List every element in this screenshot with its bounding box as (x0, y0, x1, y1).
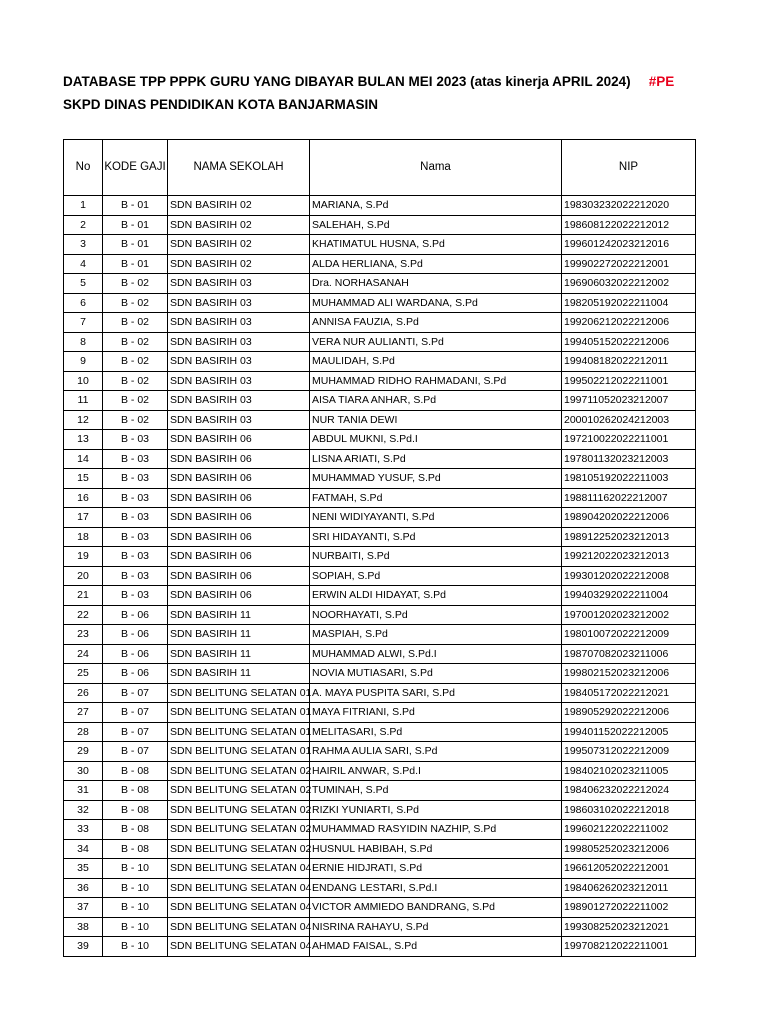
cell-nama: MAYA FITRIANI, S.Pd (310, 703, 562, 723)
cell-nama: Dra. NORHASANAH (310, 274, 562, 294)
cell-nip: 197001202023212002 (562, 605, 696, 625)
cell-kode-gaji: B - 10 (103, 937, 168, 957)
cell-nip: 199601242023212016 (562, 235, 696, 255)
cell-nama-sekolah: SDN BASIRIH 03 (168, 391, 310, 411)
cell-no: 15 (64, 469, 103, 489)
cell-nama-sekolah: SDN BELITUNG SELATAN 04 (168, 859, 310, 879)
cell-nip: 198901272022211002 (562, 898, 696, 918)
cell-nama: NOORHAYATI, S.Pd (310, 605, 562, 625)
cell-nama-sekolah: SDN BASIRIH 02 (168, 196, 310, 216)
cell-nama-sekolah: SDN BELITUNG SELATAN 04 (168, 878, 310, 898)
table-header-row (64, 140, 696, 196)
cell-no: 6 (64, 293, 103, 313)
cell-nama: RIZKI YUNIARTI, S.Pd (310, 800, 562, 820)
table-row (64, 566, 696, 586)
cell-kode-gaji: B - 07 (103, 703, 168, 723)
cell-nip: 199405152022212006 (562, 332, 696, 352)
table-row (64, 313, 696, 333)
cell-kode-gaji: B - 10 (103, 898, 168, 918)
table-row (64, 800, 696, 820)
cell-kode-gaji: B - 08 (103, 820, 168, 840)
table-row (64, 703, 696, 723)
table-row (64, 430, 696, 450)
cell-kode-gaji: B - 08 (103, 781, 168, 801)
cell-nama-sekolah: SDN BASIRIH 03 (168, 293, 310, 313)
cell-nama: KHATIMATUL HUSNA, S.Pd (310, 235, 562, 255)
cell-nama-sekolah: SDN BASIRIH 03 (168, 313, 310, 333)
cell-nip: 198406262023212011 (562, 878, 696, 898)
cell-nama-sekolah: SDN BELITUNG SELATAN 02 (168, 781, 310, 801)
table-row (64, 488, 696, 508)
cell-kode-gaji: B - 03 (103, 566, 168, 586)
cell-nama: AISA TIARA ANHAR, S.Pd (310, 391, 562, 411)
cell-nip: 199408182022212011 (562, 352, 696, 372)
cell-kode-gaji: B - 03 (103, 508, 168, 528)
cell-nama: A. MAYA PUSPITA SARI, S.Pd (310, 683, 562, 703)
header-nip: NIP (562, 140, 696, 196)
cell-nip: 198402102023211005 (562, 761, 696, 781)
cell-nama-sekolah: SDN BELITUNG SELATAN 02 (168, 820, 310, 840)
header-nama: Nama (310, 140, 562, 196)
table-row (64, 683, 696, 703)
cell-nip: 196906032022212002 (562, 274, 696, 294)
cell-no: 2 (64, 215, 103, 235)
cell-no: 21 (64, 586, 103, 606)
table-row (64, 527, 696, 547)
cell-nama: FATMAH, S.Pd (310, 488, 562, 508)
table-row (64, 254, 696, 274)
cell-nama: NOVIA MUTIASARI, S.Pd (310, 664, 562, 684)
cell-nama: SRI HIDAYANTI, S.Pd (310, 527, 562, 547)
cell-nama-sekolah: SDN BELITUNG SELATAN 01 (168, 683, 310, 703)
cell-nip: 199502212022211001 (562, 371, 696, 391)
cell-nama: ANNISA FAUZIA, S.Pd (310, 313, 562, 333)
cell-nama: HAIRIL ANWAR, S.Pd.I (310, 761, 562, 781)
cell-nama-sekolah: SDN BASIRIH 06 (168, 469, 310, 489)
table-row (64, 878, 696, 898)
cell-nip: 198105192022211003 (562, 469, 696, 489)
cell-nip: 198303232022212020 (562, 196, 696, 216)
cell-kode-gaji: B - 03 (103, 488, 168, 508)
cell-nip: 200010262024212003 (562, 410, 696, 430)
cell-nama-sekolah: SDN BASIRIH 11 (168, 625, 310, 645)
cell-kode-gaji: B - 07 (103, 742, 168, 762)
cell-nama: NUR TANIA DEWI (310, 410, 562, 430)
cell-nama: MUHAMMAD ALI WARDANA, S.Pd (310, 293, 562, 313)
cell-no: 22 (64, 605, 103, 625)
cell-nama-sekolah: SDN BASIRIH 03 (168, 332, 310, 352)
table-row (64, 586, 696, 606)
cell-nama-sekolah: SDN BASIRIH 11 (168, 605, 310, 625)
cell-kode-gaji: B - 02 (103, 293, 168, 313)
cell-nama-sekolah: SDN BASIRIH 11 (168, 644, 310, 664)
cell-no: 20 (64, 566, 103, 586)
cell-no: 24 (64, 644, 103, 664)
cell-nama-sekolah: SDN BASIRIH 06 (168, 527, 310, 547)
cell-kode-gaji: B - 06 (103, 664, 168, 684)
cell-nama-sekolah: SDN BASIRIH 06 (168, 547, 310, 567)
cell-nama-sekolah: SDN BASIRIH 03 (168, 371, 310, 391)
cell-nama: VERA NUR AULIANTI, S.Pd (310, 332, 562, 352)
cell-nip: 199902272022212001 (562, 254, 696, 274)
cell-nama-sekolah: SDN BELITUNG SELATAN 02 (168, 839, 310, 859)
cell-no: 8 (64, 332, 103, 352)
cell-nama: SALEHAH, S.Pd (310, 215, 562, 235)
table-row (64, 410, 696, 430)
cell-nip: 199308252023212021 (562, 917, 696, 937)
table-row (64, 917, 696, 937)
cell-no: 4 (64, 254, 103, 274)
cell-kode-gaji: B - 03 (103, 430, 168, 450)
cell-kode-gaji: B - 01 (103, 254, 168, 274)
cell-kode-gaji: B - 02 (103, 352, 168, 372)
cell-no: 16 (64, 488, 103, 508)
cell-nama-sekolah: SDN BASIRIH 06 (168, 508, 310, 528)
cell-nama-sekolah: SDN BASIRIH 06 (168, 586, 310, 606)
cell-nama: LISNA ARIATI, S.Pd (310, 449, 562, 469)
cell-nama: RAHMA AULIA SARI, S.Pd (310, 742, 562, 762)
table-row (64, 547, 696, 567)
cell-nama-sekolah: SDN BELITUNG SELATAN 01 (168, 703, 310, 723)
cell-nama-sekolah: SDN BELITUNG SELATAN 04 (168, 898, 310, 918)
header-nama-sekolah: NAMA SEKOLAH (168, 140, 310, 196)
cell-nip: 198905292022212006 (562, 703, 696, 723)
cell-nip: 198405172022212021 (562, 683, 696, 703)
title-main: DATABASE TPP PPPK GURU YANG DIBAYAR BULAN MEI 2023 (atas kinerja APRIL 2024) (63, 74, 631, 89)
cell-nama: NURBAITI, S.Pd (310, 547, 562, 567)
cell-nama-sekolah: SDN BASIRIH 02 (168, 235, 310, 255)
cell-nama-sekolah: SDN BASIRIH 06 (168, 430, 310, 450)
table-row (64, 781, 696, 801)
table-row (64, 644, 696, 664)
title-line-1 (63, 70, 768, 93)
cell-no: 31 (64, 781, 103, 801)
cell-nip: 198811162022212007 (562, 488, 696, 508)
cell-nama-sekolah: SDN BASIRIH 02 (168, 215, 310, 235)
header-kode-gaji: KODE GAJI (103, 140, 168, 196)
table-row (64, 937, 696, 957)
cell-nama-sekolah: SDN BASIRIH 03 (168, 410, 310, 430)
cell-nip: 199802152023212006 (562, 664, 696, 684)
cell-nip: 199301202022212008 (562, 566, 696, 586)
table-row (64, 625, 696, 645)
cell-kode-gaji: B - 02 (103, 410, 168, 430)
cell-kode-gaji: B - 10 (103, 859, 168, 879)
cell-nama-sekolah: SDN BELITUNG SELATAN 01 (168, 742, 310, 762)
cell-no: 9 (64, 352, 103, 372)
cell-nama: ERWIN ALDI HIDAYAT, S.Pd (310, 586, 562, 606)
table-body (64, 196, 696, 957)
table-row (64, 469, 696, 489)
table-row (64, 820, 696, 840)
cell-nama: MUHAMMAD RASYIDIN NAZHIP, S.Pd (310, 820, 562, 840)
cell-nip: 198406232022212024 (562, 781, 696, 801)
cell-no: 13 (64, 430, 103, 450)
cell-no: 27 (64, 703, 103, 723)
title-hashtag: #PE (648, 74, 675, 89)
cell-nama: SOPIAH, S.Pd (310, 566, 562, 586)
title-line-2: SKPD DINAS PENDIDIKAN KOTA BANJARMASIN (63, 97, 379, 112)
cell-no: 11 (64, 391, 103, 411)
cell-nama: MELITASARI, S.Pd (310, 722, 562, 742)
cell-nip: 199602122022211002 (562, 820, 696, 840)
table-row (64, 235, 696, 255)
cell-nama: NISRINA RAHAYU, S.Pd (310, 917, 562, 937)
cell-nip: 199708212022211001 (562, 937, 696, 957)
cell-kode-gaji: B - 03 (103, 586, 168, 606)
cell-nama-sekolah: SDN BELITUNG SELATAN 01 (168, 722, 310, 742)
cell-nama-sekolah: SDN BASIRIH 03 (168, 352, 310, 372)
cell-kode-gaji: B - 06 (103, 605, 168, 625)
cell-nama-sekolah: SDN BELITUNG SELATAN 04 (168, 937, 310, 957)
table-row (64, 274, 696, 294)
cell-kode-gaji: B - 02 (103, 313, 168, 333)
cell-nip: 199805252023212006 (562, 839, 696, 859)
cell-nip: 199206212022212006 (562, 313, 696, 333)
cell-kode-gaji: B - 02 (103, 274, 168, 294)
cell-nip: 199507312022212009 (562, 742, 696, 762)
cell-nama: NENI WIDIYAYANTI, S.Pd (310, 508, 562, 528)
cell-nip: 199401152022212005 (562, 722, 696, 742)
cell-no: 17 (64, 508, 103, 528)
document-title (63, 70, 768, 116)
cell-no: 30 (64, 761, 103, 781)
cell-no: 10 (64, 371, 103, 391)
cell-no: 37 (64, 898, 103, 918)
cell-nip: 198904202022212006 (562, 508, 696, 528)
table-row (64, 742, 696, 762)
cell-no: 25 (64, 664, 103, 684)
cell-nama-sekolah: SDN BELITUNG SELATAN 02 (168, 800, 310, 820)
cell-no: 34 (64, 839, 103, 859)
cell-nama: MUHAMMAD YUSUF, S.Pd (310, 469, 562, 489)
cell-nama-sekolah: SDN BELITUNG SELATAN 04 (168, 917, 310, 937)
cell-kode-gaji: B - 01 (103, 196, 168, 216)
table-row (64, 898, 696, 918)
cell-no: 33 (64, 820, 103, 840)
cell-nip: 199403292022211004 (562, 586, 696, 606)
cell-kode-gaji: B - 01 (103, 215, 168, 235)
cell-nama: MASPIAH, S.Pd (310, 625, 562, 645)
cell-nama: MAULIDAH, S.Pd (310, 352, 562, 372)
cell-no: 32 (64, 800, 103, 820)
table-row (64, 215, 696, 235)
cell-kode-gaji: B - 06 (103, 625, 168, 645)
cell-kode-gaji: B - 03 (103, 547, 168, 567)
table-row (64, 664, 696, 684)
cell-nama: AHMAD FAISAL, S.Pd (310, 937, 562, 957)
cell-nip: 199212022023212013 (562, 547, 696, 567)
cell-nip: 196612052022212001 (562, 859, 696, 879)
cell-nip: 198707082023211006 (562, 644, 696, 664)
cell-kode-gaji: B - 01 (103, 235, 168, 255)
table-row (64, 722, 696, 742)
cell-nama-sekolah: SDN BASIRIH 06 (168, 566, 310, 586)
cell-no: 5 (64, 274, 103, 294)
cell-no: 23 (64, 625, 103, 645)
cell-no: 3 (64, 235, 103, 255)
cell-kode-gaji: B - 03 (103, 469, 168, 489)
cell-kode-gaji: B - 03 (103, 449, 168, 469)
table-row (64, 352, 696, 372)
table-row (64, 293, 696, 313)
cell-nama: MUHAMMAD ALWI, S.Pd.I (310, 644, 562, 664)
teacher-table (63, 139, 696, 957)
cell-nip: 198608122022212012 (562, 215, 696, 235)
cell-nip: 199711052023212007 (562, 391, 696, 411)
cell-no: 29 (64, 742, 103, 762)
cell-no: 19 (64, 547, 103, 567)
table-row (64, 508, 696, 528)
cell-kode-gaji: B - 07 (103, 683, 168, 703)
cell-nama: ENDANG LESTARI, S.Pd.I (310, 878, 562, 898)
cell-nama-sekolah: SDN BASIRIH 02 (168, 254, 310, 274)
cell-no: 36 (64, 878, 103, 898)
cell-no: 14 (64, 449, 103, 469)
cell-no: 28 (64, 722, 103, 742)
table-row (64, 761, 696, 781)
cell-nama-sekolah: SDN BASIRIH 06 (168, 488, 310, 508)
cell-no: 1 (64, 196, 103, 216)
cell-no: 7 (64, 313, 103, 333)
table-row (64, 839, 696, 859)
cell-kode-gaji: B - 07 (103, 722, 168, 742)
cell-nip: 198010072022212009 (562, 625, 696, 645)
cell-nip: 197210022022211001 (562, 430, 696, 450)
table-row (64, 391, 696, 411)
cell-nama: VICTOR AMMIEDO BANDRANG, S.Pd (310, 898, 562, 918)
cell-nama-sekolah: SDN BASIRIH 06 (168, 449, 310, 469)
cell-nama: ABDUL MUKNI, S.Pd.I (310, 430, 562, 450)
cell-nama-sekolah: SDN BASIRIH 03 (168, 274, 310, 294)
table-row (64, 371, 696, 391)
table-row (64, 196, 696, 216)
cell-kode-gaji: B - 06 (103, 644, 168, 664)
table-row (64, 859, 696, 879)
cell-no: 39 (64, 937, 103, 957)
table-row (64, 605, 696, 625)
cell-kode-gaji: B - 02 (103, 371, 168, 391)
cell-nama: TUMINAH, S.Pd (310, 781, 562, 801)
cell-nama: ALDA HERLIANA, S.Pd (310, 254, 562, 274)
header-no: No (64, 140, 103, 196)
cell-nama: MARIANA, S.Pd (310, 196, 562, 216)
table-row (64, 332, 696, 352)
cell-nip: 198205192022211004 (562, 293, 696, 313)
cell-nama: MUHAMMAD RIDHO RAHMADANI, S.Pd (310, 371, 562, 391)
cell-kode-gaji: B - 02 (103, 332, 168, 352)
cell-kode-gaji: B - 08 (103, 800, 168, 820)
cell-kode-gaji: B - 08 (103, 761, 168, 781)
cell-nip: 198912252023212013 (562, 527, 696, 547)
cell-nama: ERNIE HIDJRATI, S.Pd (310, 859, 562, 879)
cell-kode-gaji: B - 03 (103, 527, 168, 547)
cell-no: 18 (64, 527, 103, 547)
cell-no: 12 (64, 410, 103, 430)
cell-kode-gaji: B - 08 (103, 839, 168, 859)
cell-nama: HUSNUL HABIBAH, S.Pd (310, 839, 562, 859)
cell-kode-gaji: B - 10 (103, 878, 168, 898)
cell-kode-gaji: B - 10 (103, 917, 168, 937)
cell-nip: 197801132023212003 (562, 449, 696, 469)
table-row (64, 449, 696, 469)
cell-nama-sekolah: SDN BASIRIH 11 (168, 664, 310, 684)
cell-nama-sekolah: SDN BELITUNG SELATAN 02 (168, 761, 310, 781)
cell-no: 38 (64, 917, 103, 937)
cell-no: 35 (64, 859, 103, 879)
cell-kode-gaji: B - 02 (103, 391, 168, 411)
cell-no: 26 (64, 683, 103, 703)
cell-nip: 198603102022212018 (562, 800, 696, 820)
